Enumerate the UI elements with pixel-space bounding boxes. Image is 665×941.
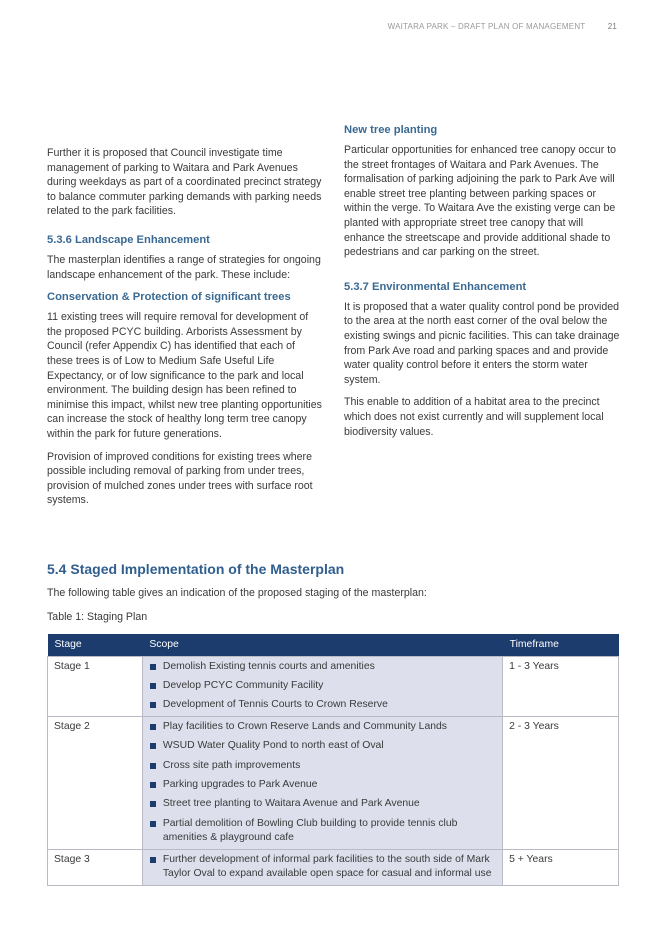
landscape-paragraph: The masterplan identifies a range of strategies for ongoing landscape enhancement of the park. These include: — [47, 253, 321, 281]
page-number: 21 — [607, 22, 617, 31]
scope-item — [149, 797, 496, 812]
square-bullet-icon — [150, 801, 156, 807]
stage-cell: Stage 1 — [48, 656, 143, 716]
timeframe-cell: 5 + Years — [503, 849, 619, 885]
scope-text: Demolish Existing tennis courts and amenities — [162, 660, 375, 672]
stage-cell: Stage 3 — [48, 849, 143, 885]
square-bullet-icon — [150, 763, 156, 769]
header-scope: Scope — [142, 634, 502, 656]
right-column — [344, 123, 622, 447]
timeframe-cell: 2 - 3 Years — [503, 716, 619, 849]
landscape-heading: 5.3.6 Landscape Enhancement — [47, 233, 210, 246]
scope-text: WSUD Water Quality Pond to north east of Oval — [162, 740, 384, 752]
environmental-paragraph-1: It is proposed that a water quality control pond be provided to the area at the north east corner of the oval below the existing swings and picnic facilities. This can take drainage from Park Ave road and parking spaces and and provide water quality control before it enters the storm water system. — [344, 300, 620, 386]
scope-item — [149, 720, 496, 735]
header-stage: Stage — [48, 634, 143, 656]
scope-list — [149, 853, 496, 882]
square-bullet-icon — [150, 857, 156, 863]
header-title: WAITARA PARK – DRAFT PLAN OF MANAGEMENT — [387, 22, 586, 31]
scope-item — [149, 739, 496, 754]
scope-list — [149, 720, 496, 846]
section-title: 5.4 Staged Implementation of the Masterplan — [47, 561, 345, 577]
parking-paragraph: Further it is proposed that Council investigate time management of parking to Waitara and Park Avenues during weekdays as part of a coordinated precinct strategy to balance commuter parking demands with parking needs related to the park facilities. — [47, 147, 322, 218]
scope-cell — [142, 656, 502, 716]
scope-item — [149, 817, 496, 846]
staging-table — [47, 634, 619, 886]
table-header-row — [48, 634, 619, 656]
scope-item — [149, 853, 496, 882]
staged-implementation-section — [47, 560, 621, 886]
tree-planting-paragraph: Particular opportunities for enhanced tree canopy occur to the street frontages of Waitara and Park Avenues. The formalisation of parking adjoining the park to Park Ave will enable street tree planting between parking spaces or within the verge. To Waitara Ave the existing verge can be planted with appropriate street tree canopy that will enhance the streetscape and provide additional shade to pedestrians and car parking on the street. — [344, 144, 617, 259]
scope-text: Play facilities to Crown Reserve Lands and Community Lands — [162, 720, 447, 732]
square-bullet-icon — [150, 724, 156, 730]
environmental-heading: 5.3.7 Environmental Enhancement — [344, 280, 527, 293]
conservation-paragraph-1: 11 existing trees will require removal for development of the proposed PCYC building. Arborists Assessment by Council (refer Appendix C) has identified that each of these trees is of Low to Medium Safe Useful Life Expectancy, or of low significance to the park and local environment. The building design has been refined to minimise this impact, whilst new tree planting opportunities can increase the stock of healthy long term tree canopy within the park for future generations. — [47, 311, 322, 440]
timeframe-cell: 1 - 3 Years — [503, 656, 619, 716]
table-caption: Table 1: Staging Plan — [47, 611, 148, 623]
scope-text: Street tree planting to Waitara Avenue and Park Avenue — [162, 798, 420, 810]
header-timeframe: Timeframe — [503, 634, 619, 656]
scope-text: Cross site path improvements — [162, 759, 301, 771]
scope-item — [149, 698, 496, 713]
scope-item — [149, 660, 496, 675]
running-header — [388, 22, 617, 31]
square-bullet-icon — [150, 782, 156, 788]
scope-item — [149, 679, 496, 694]
square-bullet-icon — [150, 821, 156, 827]
tree-planting-heading: New tree planting — [344, 124, 438, 136]
table-row — [48, 716, 619, 849]
scope-text: Develop PCYC Community Facility — [162, 679, 324, 691]
table-row — [48, 656, 619, 716]
scope-item — [149, 759, 496, 774]
left-column — [47, 146, 323, 516]
square-bullet-icon — [150, 683, 156, 689]
section-intro: The following table gives an indication of the proposed staging of the masterplan: — [47, 587, 427, 599]
stage-cell: Stage 2 — [48, 716, 143, 849]
square-bullet-icon — [150, 743, 156, 749]
scope-text: Development of Tennis Courts to Crown Reserve — [162, 699, 388, 711]
scope-cell — [142, 716, 502, 849]
scope-item — [149, 778, 496, 793]
scope-cell — [142, 849, 502, 885]
square-bullet-icon — [150, 702, 156, 708]
scope-list — [149, 660, 496, 713]
square-bullet-icon — [150, 664, 156, 670]
conservation-paragraph-2: Provision of improved conditions for existing trees where possible including removal of parking from under trees, provision of mulched zones under trees with surface root systems. — [47, 450, 313, 507]
scope-text: Further development of informal park facilities to the south side of Mark Taylor Oval to expand available open space for casual and informal use — [162, 853, 492, 880]
scope-text: Partial demolition of Bowling Club building to provide tennis club amenities & playground cafe — [162, 817, 458, 844]
conservation-heading: Conservation & Protection of significant trees — [47, 291, 291, 304]
scope-text: Parking upgrades to Park Avenue — [162, 778, 318, 790]
environmental-paragraph-2: This enable to addition of a habitat area to the precinct which does not exist currently and will supplement local biodiversity values. — [344, 396, 604, 438]
table-row — [48, 849, 619, 885]
